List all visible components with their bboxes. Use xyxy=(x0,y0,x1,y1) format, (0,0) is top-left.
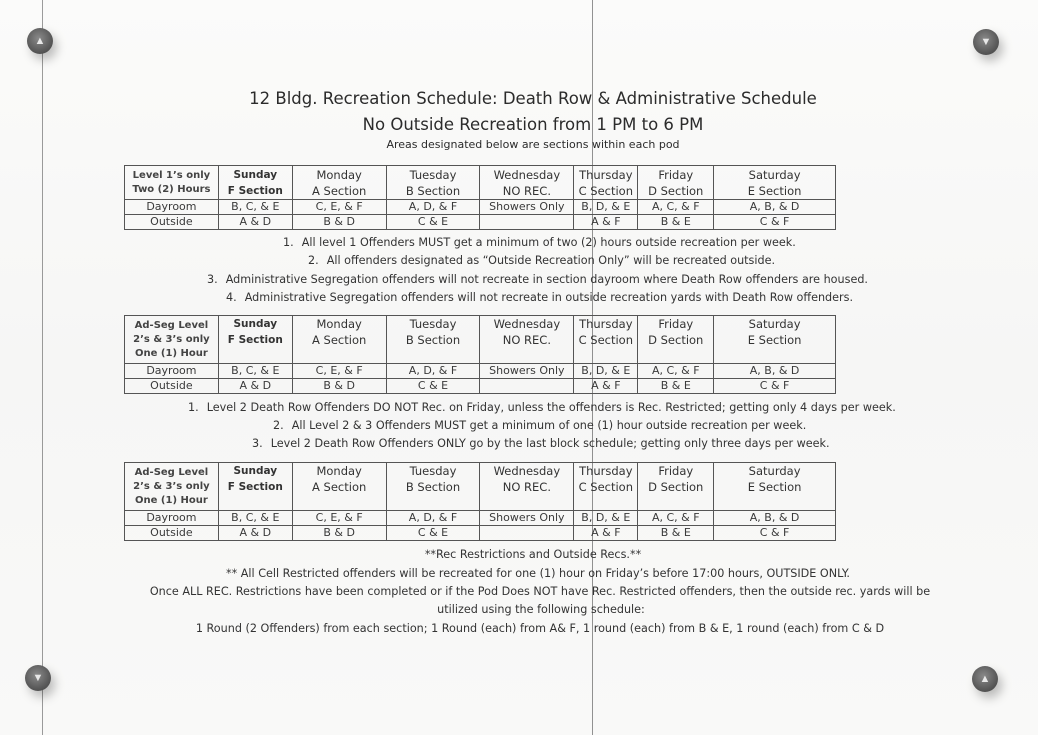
header-monday: Monday A Section xyxy=(292,463,386,511)
cell: B, C, & E xyxy=(218,200,292,215)
header-tuesday: Tuesday B Section xyxy=(386,316,480,364)
lead-line: Ad-Seg Level xyxy=(134,319,209,331)
schedule-table-level1 xyxy=(124,165,836,230)
page-title: 12 Bldg. Recreation Schedule: Death Row & Administrative Schedule xyxy=(249,89,817,108)
cell: A & D xyxy=(218,526,292,541)
cell: B, C, & E xyxy=(218,364,292,379)
cell: B, D, & E xyxy=(574,364,638,379)
row-label: Outside xyxy=(125,215,219,230)
cell: Showers Only xyxy=(480,200,574,215)
cell: B, C, & E xyxy=(218,511,292,526)
cell xyxy=(480,215,574,230)
cell: B, D, & E xyxy=(574,511,638,526)
cell: Showers Only xyxy=(480,364,574,379)
cell: A, C, & F xyxy=(638,200,714,215)
cell: A, C, & F xyxy=(638,511,714,526)
table-header-row xyxy=(125,316,836,364)
lead-line: Ad-Seg Level xyxy=(134,466,209,478)
page-subtitle: No Outside Recreation from 1 PM to 6 PM xyxy=(362,115,704,134)
cell: B & E xyxy=(638,526,714,541)
header-saturday: Saturday E Section xyxy=(714,463,836,511)
header-saturday: Saturday E Section xyxy=(714,166,836,200)
cell: C & F xyxy=(714,526,836,541)
header-wednesday: Wednesday NO REC. xyxy=(480,316,574,364)
cell: B, D, & E xyxy=(574,200,638,215)
lead-line: 2’s & 3’s only xyxy=(133,480,210,492)
cell: B & E xyxy=(638,215,714,230)
table-lead-cell xyxy=(125,166,219,200)
cell: B & E xyxy=(638,379,714,394)
header-saturday: Saturday E Section xyxy=(714,316,836,364)
header-friday: Friday D Section xyxy=(638,463,714,511)
header-thursday: Thursday C Section xyxy=(574,463,638,511)
header-thursday: Thursday C Section xyxy=(574,316,638,364)
note-item: 2. All offenders designated as “Outside Recreation Only” will be recreated outside. xyxy=(308,254,776,267)
cell: B & D xyxy=(292,526,386,541)
header-thursday: Thursday C Section xyxy=(574,166,638,200)
header-monday: Monday A Section xyxy=(292,166,386,200)
cell: A & F xyxy=(574,379,638,394)
header-sunday: Sunday F Section xyxy=(218,166,292,200)
header-wednesday: Wednesday NO REC. xyxy=(480,463,574,511)
table-row-outside xyxy=(125,215,836,230)
table-lead-cell xyxy=(125,463,219,511)
header-sunday: Sunday F Section xyxy=(218,316,292,364)
header-sunday: Sunday F Section xyxy=(218,463,292,511)
row-label: Dayroom xyxy=(125,364,219,379)
cell: C & E xyxy=(386,215,480,230)
header-friday: Friday D Section xyxy=(638,316,714,364)
cell: C, E, & F xyxy=(292,200,386,215)
cell: A, B, & D xyxy=(714,511,836,526)
table-row-outside xyxy=(125,379,836,394)
table-row-dayroom xyxy=(125,364,836,379)
lead-line: 2’s & 3’s only xyxy=(133,333,210,345)
header-wednesday: Wednesday NO REC. xyxy=(480,166,574,200)
magnet-pin-icon: ▲ xyxy=(27,28,53,54)
lead-line: Two (2) Hours xyxy=(132,183,211,195)
cell xyxy=(480,379,574,394)
cell: A, D, & F xyxy=(386,364,480,379)
cell: C & F xyxy=(714,215,836,230)
table-row-dayroom xyxy=(125,511,836,526)
note-item: 3. Level 2 Death Row Offenders ONLY go by the last block schedule; getting only three days per week. xyxy=(252,437,830,450)
cell: B & D xyxy=(292,379,386,394)
magnet-pin-icon: ▼ xyxy=(25,665,51,691)
lead-line: One (1) Hour xyxy=(135,494,208,506)
table-row-dayroom xyxy=(125,200,836,215)
header-tuesday: Tuesday B Section xyxy=(386,166,480,200)
cell: A & D xyxy=(218,215,292,230)
row-label: Dayroom xyxy=(125,511,219,526)
note-item: 1. Level 2 Death Row Offenders DO NOT Rec. on Friday, unless the offenders is Rec. Restricted; getting only 4 days per week. xyxy=(188,401,896,414)
table-lead-cell xyxy=(125,316,219,364)
cell: A & F xyxy=(574,215,638,230)
schedule-table-adseg-1 xyxy=(124,315,836,394)
magnet-pin-icon: ▼ xyxy=(973,29,999,55)
table-header-row xyxy=(125,166,836,200)
cell: C, E, & F xyxy=(292,511,386,526)
note-item: 1. All level 1 Offenders MUST get a minimum of two (2) hours outside recreation per week. xyxy=(283,236,796,249)
header-monday: Monday A Section xyxy=(292,316,386,364)
footer-line: utilized using the following schedule: xyxy=(437,603,645,616)
footer-line: ** All Cell Restricted offenders will be recreated for one (1) hour on Friday’s before 17:00 hours, OUTSIDE ONLY. xyxy=(226,567,850,580)
header-tuesday: Tuesday B Section xyxy=(386,463,480,511)
header-friday: Friday D Section xyxy=(638,166,714,200)
cell: A & D xyxy=(218,379,292,394)
cell: C & F xyxy=(714,379,836,394)
footer-line: 1 Round (2 Offenders) from each section; 1 Round (each) from A& F, 1 round (each) from B & E, 1 round (each) from C & D xyxy=(195,622,885,635)
cell: B & D xyxy=(292,215,386,230)
cell: C & E xyxy=(386,526,480,541)
cell: A, D, & F xyxy=(386,511,480,526)
cell: A, D, & F xyxy=(386,200,480,215)
cell: A & F xyxy=(574,526,638,541)
note-item: 3. Administrative Segregation offenders will not recreate in section dayroom where Death Row offenders are housed. xyxy=(207,273,868,286)
cell: C & E xyxy=(386,379,480,394)
note-item: 2. All Level 2 & 3 Offenders MUST get a minimum of one (1) hour outside recreation per week. xyxy=(273,419,807,432)
cell: Showers Only xyxy=(480,511,574,526)
schedule-table-adseg-2 xyxy=(124,462,836,541)
row-label: Dayroom xyxy=(125,200,219,215)
cell: A, B, & D xyxy=(714,364,836,379)
row-label: Outside xyxy=(125,526,219,541)
cell xyxy=(480,526,574,541)
table-row-outside xyxy=(125,526,836,541)
lead-line: One (1) Hour xyxy=(135,347,208,359)
cell: A, B, & D xyxy=(714,200,836,215)
row-label: Outside xyxy=(125,379,219,394)
cell: C, E, & F xyxy=(292,364,386,379)
note-item: 4. Administrative Segregation offenders will not recreate in outside recreation yards with Death Row offenders. xyxy=(226,291,854,304)
table-header-row xyxy=(125,463,836,511)
areas-note: Areas designated below are sections within each pod xyxy=(386,138,680,151)
lead-line: Level 1’s only xyxy=(132,169,211,181)
footer-line: Once ALL REC. Restrictions have been completed or if the Pod Does NOT have Rec. Restricted offenders, then the outside rec. yards will be xyxy=(149,585,931,598)
magnet-pin-icon: ▲ xyxy=(972,666,998,692)
footer-heading: **Rec Restrictions and Outside Recs.** xyxy=(424,548,642,561)
cell: A, C, & F xyxy=(638,364,714,379)
